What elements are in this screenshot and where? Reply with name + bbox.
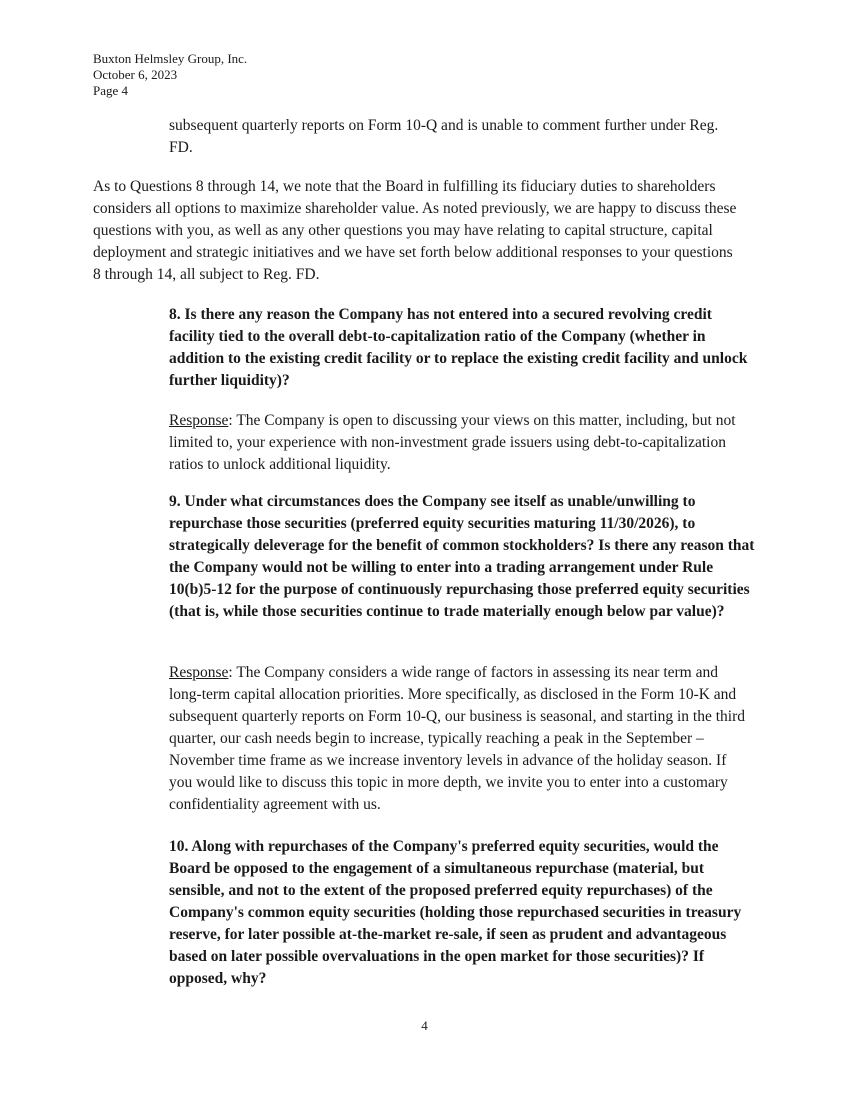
letter-header: [93, 51, 247, 99]
page-number: 4: [421, 1018, 428, 1033]
question-10: 10. Along with repurchases of the Company's preferred equity securities, would the Board be opposed to the engagement of a simultaneous repurchase (material, but sensible, and not to the extent of the proposed preferred equity repurchases) of the Company's common equity securities (holding those repurchased securities in treasury reserve, for later possible at-the-market re-sale, if seen as prudent and advantageous based on later possible overvaluations in the open market for those securities)? If opposed, why?: [169, 838, 742, 987]
response-9: [169, 662, 749, 816]
response-label: Response: [169, 664, 229, 681]
question-8: 8. Is there any reason the Company has not entered into a secured revolving credit facility tied to the overall debt-to-capitalization ratio of the Company (whether in addition to the existing credit facility or to replace the existing credit facility and unlock further liquidity)?: [169, 306, 748, 389]
header-company: Buxton Helmsley Group, Inc.: [93, 51, 248, 66]
header-date: October 6, 2023: [93, 67, 178, 82]
response-text: : The Company is open to discussing your views on this matter, including, but not limited to, your experience with non-investment grade issuers using debt-to-capitalization ratios to unlock additional liquidity.: [169, 412, 736, 473]
question-9: 9. Under what circumstances does the Company see itself as unable/unwilling to repurchase those securities (preferred equity securities maturing 11/30/2026), to strategically deleverage for the benefit of common stockholders? Is there any reason that the Company would not be willing to enter into a trading arrangement under Rule 10(b)5-12 for the purpose of continuously repurchasing those preferred equity securities (that is, while those securities continue to trade materially enough below par value)?: [169, 493, 755, 620]
response-label: Response: [169, 412, 229, 429]
response-8: [169, 410, 749, 476]
header-page: Page 4: [93, 83, 129, 98]
intro-paragraph: As to Questions 8 through 14, we note that the Board in fulfilling its fiduciary duties to shareholders considers all options to maximize shareholder value. As noted previously, we are happy to discuss these questions with you, as well as any other questions you may have relating to capital structure, capital deployment and strategic initiatives and we have set forth below additional responses to your questions 8 through 14, all subject to Reg. FD.: [93, 178, 737, 283]
response-text: : The Company considers a wide range of factors in assessing its near term and long-term capital allocation priorities. More specifically, as disclosed in the Form 10-K and subsequent quarterly reports on Form 10-Q, our business is seasonal, and starting in the third quarter, our cash needs begin to increase, typically reaching a peak in the September – November time frame as we increase inventory levels in advance of the holiday season. If you would like to discuss this topic in more depth, we invite you to enter into a customary confidentiality agreement with us.: [169, 664, 745, 813]
continuation-paragraph: subsequent quarterly reports on Form 10-Q and is unable to comment further under Reg. FD.: [169, 117, 719, 156]
